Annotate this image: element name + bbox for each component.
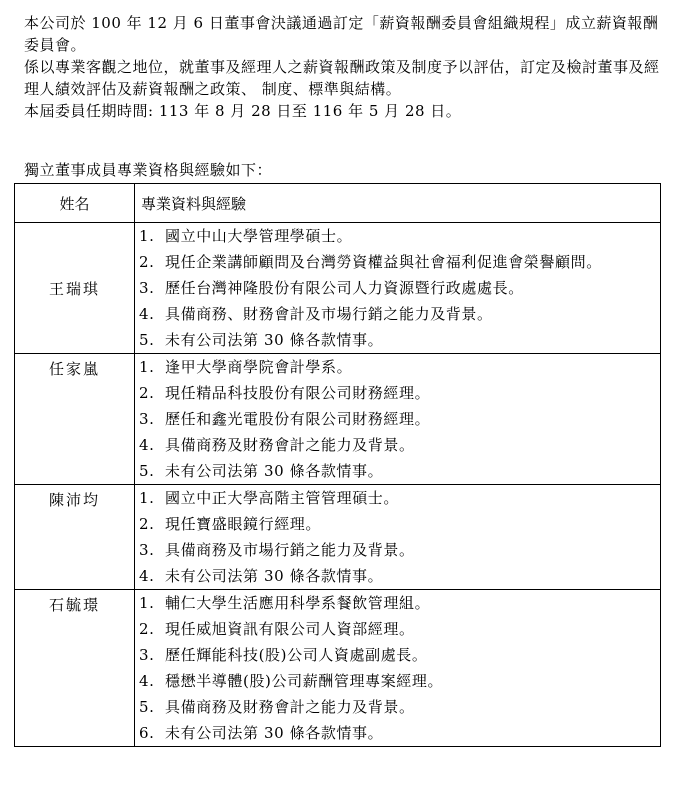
table-row <box>15 223 661 354</box>
list-item: 2. 現任企業講師顧問及台灣勞資權益與社會福利促進會榮譽顧問。 <box>139 253 602 271</box>
experience-cell <box>135 223 661 354</box>
member-name: 王瑞琪 <box>48 279 100 298</box>
experience-list <box>135 354 660 484</box>
header-name: 姓名 <box>15 184 135 223</box>
list-item: 3. 具備商務及市場行銷之能力及背景。 <box>139 541 415 559</box>
experience-cell <box>135 354 661 485</box>
list-item: 5. 未有公司法第 30 條各款情事。 <box>139 331 384 349</box>
experience-list <box>135 223 660 353</box>
table-row <box>15 354 661 485</box>
list-item: 2. 現任威旭資訊有限公司人資部經理。 <box>139 620 415 638</box>
list-item: 2. 現任精品科技股份有限公司財務經理。 <box>139 384 431 402</box>
intro-line-establishment: 本公司於 100 年 12 月 6 日董事會決議通過訂定「薪資報酬委員會組織規程」成立薪資報酬委員會。 <box>24 14 659 54</box>
list-item: 2. 現任寶盛眼鏡行經理。 <box>139 515 322 533</box>
experience-cell <box>135 485 661 590</box>
list-item: 1. 國立中正大學高階主管管理碩士。 <box>139 489 400 507</box>
member-name: 石毓璟 <box>48 596 100 614</box>
experience-list <box>135 485 660 589</box>
member-name-cell <box>15 485 135 590</box>
table-row <box>15 485 661 590</box>
table-header-row <box>15 184 661 223</box>
experience-list <box>135 590 660 746</box>
list-item: 4. 具備商務、財務會計及市場行銷之能力及背景。 <box>139 305 493 323</box>
section-heading: 獨立董事成員專業資格與經驗如下： <box>24 161 273 179</box>
list-item: 1. 輔仁大學生活應用科學系餐飲管理組。 <box>139 594 431 612</box>
list-item: 4. 具備商務及財務會計之能力及背景。 <box>139 436 415 454</box>
member-name: 任家嵐 <box>48 360 100 378</box>
members-table <box>14 183 661 747</box>
list-item: 6. 未有公司法第 30 條各款情事。 <box>139 724 384 742</box>
list-item: 3. 歷任和鑫光電股份有限公司財務經理。 <box>139 410 431 428</box>
table-row <box>15 590 661 747</box>
list-item: 1. 國立中山大學管理學碩士。 <box>139 227 353 245</box>
list-item: 3. 歷任台灣神隆股份有限公司人力資源暨行政處處長。 <box>139 279 524 297</box>
header-experience: 專業資料與經驗 <box>135 184 661 223</box>
list-item: 5. 未有公司法第 30 條各款情事。 <box>139 462 384 480</box>
list-item: 1. 逢甲大學商學院會計學系。 <box>139 358 353 376</box>
member-name: 陳沛均 <box>48 491 100 509</box>
intro-line-purpose: 係以專業客觀之地位，就董事及經理人之薪資報酬政策及制度予以評估，訂定及檢討董事及經理人績效評估及薪資報酬之政策、 制度、標準與結構。 <box>24 58 660 98</box>
intro-paragraph <box>24 12 664 122</box>
experience-cell <box>135 590 661 747</box>
intro-line-term: 本屆委員任期時間: 113 年 8 月 28 日至 116 年 5 月 28 日。 <box>24 102 462 120</box>
member-name-cell <box>15 223 135 354</box>
list-item: 3. 歷任輝能科技(股)公司人資處副處長。 <box>139 646 428 664</box>
list-item: 5. 具備商務及財務會計之能力及背景。 <box>139 698 415 716</box>
list-item: 4. 未有公司法第 30 條各款情事。 <box>139 567 384 585</box>
member-name-cell <box>15 354 135 485</box>
list-item: 4. 穩懋半導體(股)公司薪酬管理專案經理。 <box>139 672 444 690</box>
member-name-cell <box>15 590 135 747</box>
